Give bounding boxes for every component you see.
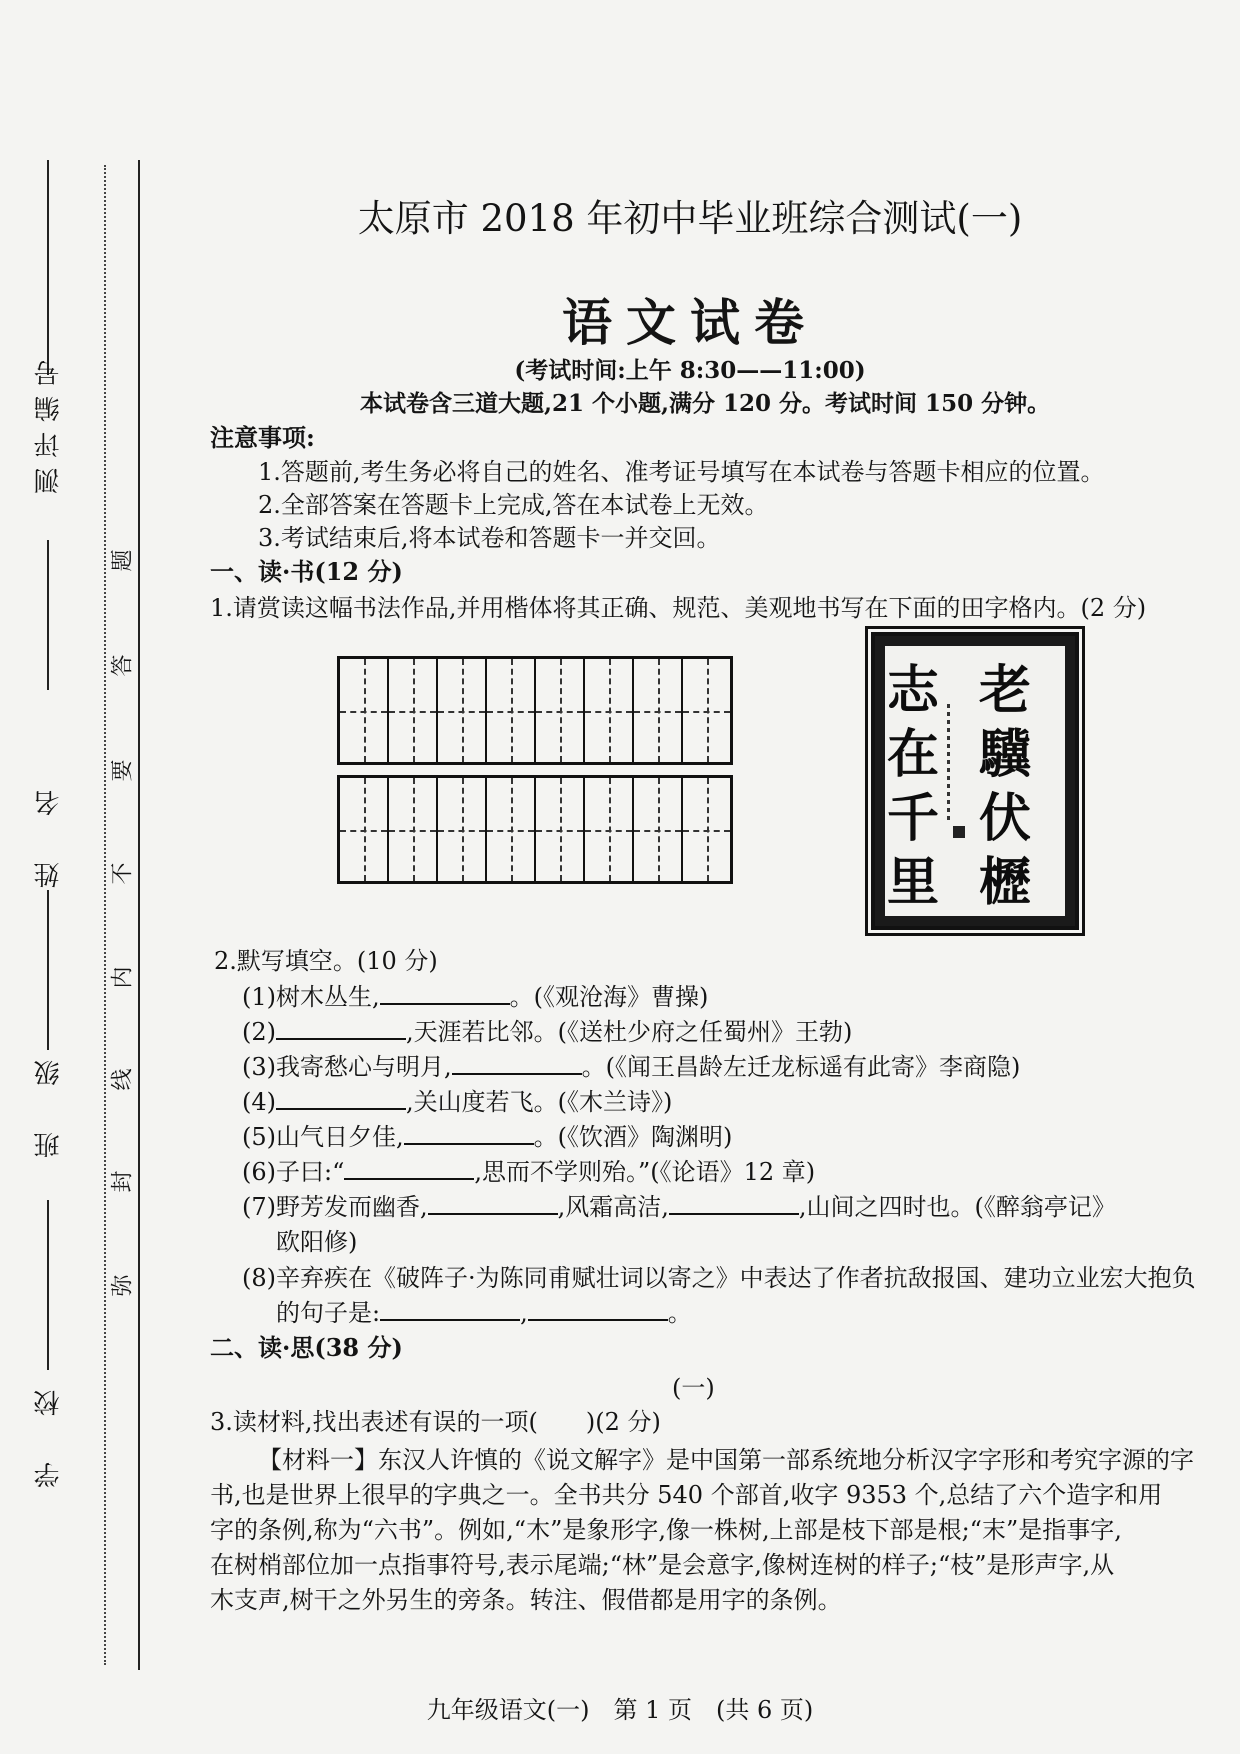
fill-item: (2) ,天涯若比邻。(《送杜少府之任蜀州》王勃)	[242, 1018, 853, 1046]
answer-blank[interactable]	[344, 1156, 474, 1180]
answer-blank[interactable]	[404, 1121, 534, 1145]
exam-title: 太原市 2018 年初中毕业班综合测试(一)	[357, 197, 1023, 240]
seal-char: 不	[110, 862, 136, 885]
exam-intro: 本试卷含三道大题,21 个小题,满分 120 分。考试时间 150 分钟。	[360, 390, 1051, 417]
part-heading: (一)	[672, 1374, 715, 1402]
material-line: 【材料一】东汉人许慎的《说文解字》是中国第一部系统地分析汉字字形和考究字源的字	[258, 1446, 1194, 1474]
material-line: 木支声,树干之外另生的旁条。转注、假借都是用字的条例。	[210, 1586, 842, 1614]
tianzige-cell[interactable]	[683, 659, 730, 762]
fill-item: (5)山气日夕佳, 。(《饮酒》陶渊明)	[242, 1123, 733, 1151]
answer-blank[interactable]	[428, 1191, 558, 1215]
tianzige-cell[interactable]	[340, 659, 389, 762]
fill-item-continued: 欧阳修)	[276, 1228, 358, 1256]
calligraphy-artwork	[871, 632, 1079, 930]
tianzige-cell[interactable]	[585, 778, 634, 881]
name-line[interactable]	[47, 540, 49, 690]
calligraphy-char: 千	[887, 788, 940, 849]
tianzige-cell[interactable]	[438, 778, 487, 881]
fill-item: (8)辛弃疾在《破阵子·为陈同甫赋壮词以寄之》中表达了作者抗敌报国、建功立业宏大抱负	[242, 1264, 1196, 1292]
seal-line	[138, 160, 140, 1670]
seal-char: 要	[110, 759, 136, 782]
notice-heading: 注意事项:	[210, 423, 315, 452]
seal-char: 答	[110, 654, 136, 677]
calligraphy-char: 里	[887, 852, 940, 913]
seal-char: 题	[110, 549, 136, 572]
school-label: 学 校	[34, 1380, 64, 1488]
name-label: 姓 名	[34, 780, 64, 888]
subject-title: 语文试卷	[562, 293, 818, 352]
exam-time: (考试时间:上午 8:30——11:00)	[514, 357, 866, 384]
tianzige-cell[interactable]	[438, 659, 487, 762]
calligraphy-char: 櫪	[979, 852, 1032, 913]
section-heading: 二、读·思(38 分)	[210, 1333, 403, 1362]
material-line: 字的条例,称为“六书”。例如,“木”是象形字,像一株树,上部是枝下部是根;“末”是指事字,	[210, 1516, 1122, 1544]
tianzige-cell[interactable]	[487, 778, 536, 881]
notice-item: 2.全部答案在答题卡上完成,答在本试卷上无效。	[258, 491, 769, 519]
fill-item: (6)子曰:“ ,思而不学则殆。”(《论语》12 章)	[242, 1158, 816, 1186]
calligraphy-char: 驥	[979, 724, 1032, 785]
seal-char: 封	[110, 1170, 136, 1193]
section-heading: 一、读·书(12 分)	[210, 557, 403, 586]
question-3: 3.读材料,找出表述有误的一项( )(2 分)	[210, 1408, 661, 1436]
inscription-marks	[947, 704, 950, 824]
question-1: 1.请赏读这幅书法作品,并用楷体将其正确、规范、美观地书写在下面的田字格内。(2 分)	[210, 594, 1147, 622]
school-line[interactable]	[47, 1200, 49, 1370]
tianzige-cell[interactable]	[585, 659, 634, 762]
answer-blank[interactable]	[452, 1051, 582, 1075]
tianzige-cell[interactable]	[536, 778, 585, 881]
tianzige-cell[interactable]	[634, 778, 683, 881]
tianzige-cell[interactable]	[634, 659, 683, 762]
id-label: 测评编号	[34, 350, 64, 494]
answer-blank[interactable]	[276, 1086, 406, 1110]
tianzige-cell[interactable]	[389, 778, 438, 881]
tianzige-row-2[interactable]	[337, 775, 733, 884]
fill-item: (1)树木丛生, 。(《观沧海》曹操)	[242, 983, 709, 1011]
tianzige-cell[interactable]	[683, 778, 730, 881]
calligraphy-char: 在	[887, 724, 940, 785]
class-line[interactable]	[47, 890, 49, 1050]
calligraphy-char: 伏	[979, 788, 1032, 849]
class-label: 班 级	[34, 1050, 64, 1158]
tianzige-cell[interactable]	[487, 659, 536, 762]
fill-item: (3)我寄愁心与明月, 。(《闻王昌龄左迁龙标遥有此寄》李商隐)	[242, 1053, 1021, 1081]
seal-char: 线	[110, 1068, 136, 1091]
seal-char: 弥	[110, 1274, 136, 1297]
fill-item: (4) ,关山度若飞。(《木兰诗》)	[242, 1088, 673, 1116]
tianzige-cell[interactable]	[340, 778, 389, 881]
fill-item-continued: 的句子是: , 。	[276, 1299, 692, 1327]
answer-blank[interactable]	[380, 981, 510, 1005]
dotted-cut-line	[104, 165, 106, 1665]
calligraphy-char: 志	[887, 660, 940, 721]
answer-blank[interactable]	[276, 1016, 406, 1040]
material-line: 在树梢部位加一点指事符号,表示尾端;“林”是会意字,像树连树的样子;“枝”是形声字,从	[210, 1551, 1115, 1579]
page-footer: 九年级语文(一) 第 1 页 (共 6 页)	[426, 1696, 814, 1724]
notice-item: 3.考试结束后,将本试卷和答题卡一并交回。	[258, 524, 721, 552]
material-line: 书,也是世界上很早的字典之一。全书共分 540 个部首,收字 9353 个,总结了六个造字和用	[210, 1481, 1163, 1509]
fill-item: (7)野芳发而幽香, ,风霜高洁, ,山间之四时也。(《醉翁亭记》	[242, 1193, 1116, 1221]
id-line[interactable]	[47, 160, 49, 375]
answer-blank[interactable]	[528, 1297, 668, 1321]
seal-stamp-icon	[953, 826, 965, 838]
tianzige-row-1[interactable]	[337, 656, 733, 765]
calligraphy-char: 老	[979, 660, 1032, 721]
answer-blank[interactable]	[380, 1297, 520, 1321]
notice-item: 1.答题前,考生务必将自己的姓名、准考证号填写在本试卷与答题卡相应的位置。	[258, 458, 1105, 486]
tianzige-cell[interactable]	[536, 659, 585, 762]
answer-blank[interactable]	[669, 1191, 799, 1215]
seal-char: 内	[110, 966, 136, 989]
question-2-heading: 2.默写填空。(10 分)	[214, 947, 438, 975]
tianzige-cell[interactable]	[389, 659, 438, 762]
